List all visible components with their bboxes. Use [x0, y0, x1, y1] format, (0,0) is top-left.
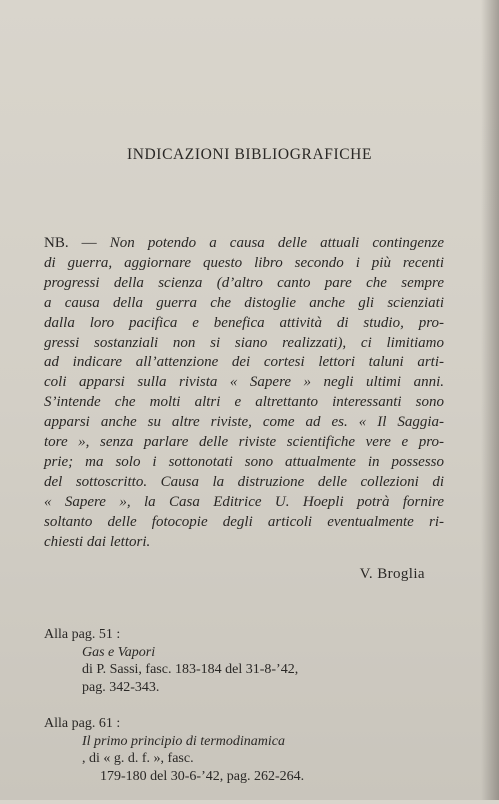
paragraph-line: progressi della scienza (d’altro canto pare che sempre — [44, 274, 444, 291]
article-title: Il primo principio di termodinamica — [82, 733, 285, 749]
paragraph-line: NB. — Non potendo a causa delle attuali contingenze — [44, 235, 444, 251]
reference-line: Gas e Vapori di P. Sassi, fasc. 183-184 del 31-8-’42, — [82, 644, 454, 679]
reference-entry — [82, 644, 454, 697]
paragraph-line: tore », senza parlare delle riviste scientifiche vere e pro- — [44, 434, 444, 451]
paragraph-line: coli apparsi sulla rivista « Sapere » negli ultimi anni. — [44, 374, 444, 391]
paragraph-line: prie; ma solo i sottonotati sono attualmente in possesso — [44, 453, 444, 470]
paragraph-line: dalla loro pacifica e benefica attività di studio, pro- — [44, 314, 444, 331]
reference-page-label: Alla pag. 51 : — [44, 627, 121, 642]
note-paragraph — [44, 234, 444, 553]
reference-line: 179-180 del 30-6-’42, pag. 262-264. — [100, 768, 305, 784]
reference-entry — [82, 733, 454, 786]
paragraph-line: S’intende che molti altri e altrettanto interessanti sono — [44, 394, 444, 411]
paragraph-line: di guerra, aggiornare questo libro secondo i più recenti — [44, 254, 444, 271]
paragraph-line: ad indicare all’attenzione dei cortesi lettori taluni arti- — [44, 354, 444, 371]
reference-page-label: Alla pag. 61 : — [44, 716, 121, 731]
reference-list — [44, 626, 454, 804]
author-signature: V. Broglia — [359, 566, 425, 582]
paragraph-line: gressi sostanziali non si siano realizzati), ci limitiamo — [44, 334, 444, 351]
paragraph-line: a causa della guerra che distoglie anche gli scienziati — [44, 294, 444, 311]
reference-item — [44, 715, 454, 785]
nb-lead: NB. — — [44, 235, 97, 251]
paragraph-line: soltanto delle fotocopie degli articoli eventualmente ri- — [44, 513, 444, 530]
reference-line: pag. 342-343. — [82, 679, 160, 695]
page-gutter-shadow — [481, 0, 499, 800]
paragraph-line: del sottoscritto. Causa la distruzione delle collezioni di — [44, 473, 444, 490]
paragraph-line: « Sapere », la Casa Editrice U. Hoepli potrà fornire — [44, 493, 444, 510]
paragraph-line: chiesti dai lettori. — [44, 533, 151, 550]
reference-line: Il primo principio di termodinamica , di « g. d. f. », fasc. — [82, 733, 454, 768]
paragraph-line: apparsi anche su altre riviste, come ad es. « Il Saggia- — [44, 414, 444, 431]
reference-item — [44, 626, 454, 696]
page-heading: INDICAZIONI BIBLIOGRAFICHE — [126, 146, 373, 163]
article-title: Gas e Vapori — [82, 644, 156, 660]
